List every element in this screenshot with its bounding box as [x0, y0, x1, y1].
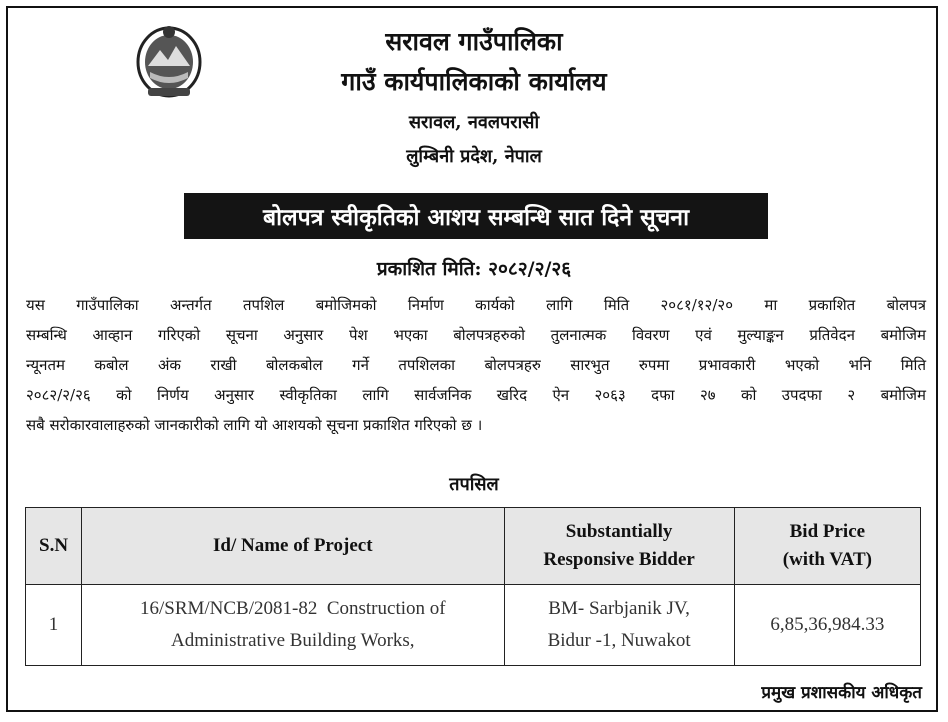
- province-country: लुम्बिनी प्रदेश, नेपाल: [406, 146, 542, 167]
- cell-bidder-line1: BM- Sarbjanik JV,: [548, 598, 690, 619]
- bid-table: [25, 507, 921, 666]
- header-price-line1: Bid Price: [789, 521, 866, 542]
- header-price-line2: (with VAT): [782, 549, 872, 570]
- cell-bidder-line2: Bidur -1, Nuwakot: [547, 630, 691, 651]
- notice-title-banner: बोलपत्र स्वीकृतिको आशय सम्बन्धि सात दिने सूचना: [184, 193, 768, 239]
- cell-sn: 1: [26, 585, 82, 666]
- body-line: सम्बन्धि आव्हान गरिएको सूचना अनुसार पेश भएका बोलपत्रहरुको तुलनात्मक विवरण एवं मुल्याङ्कन प्रतिवेदन बमोजिम: [26, 326, 926, 344]
- municipality-name: सरावल गाउँपालिका: [385, 27, 563, 56]
- published-date: प्रकाशित मिति: २०८२/२/२६: [376, 258, 572, 280]
- signature-title: प्रमुख प्रशासकीय अधिकृत: [761, 683, 922, 703]
- cell-project: [82, 585, 504, 666]
- header-bidder: [504, 508, 734, 585]
- header-sn: S.N: [26, 508, 82, 585]
- table-row: [26, 585, 921, 666]
- body-line: न्यूनतम कबोल अंक राखी बोलकबोल गर्ने तपशिलका बोलपत्रहरु सारभुत रुपमा प्रभावकारी भएको भनि मिति: [26, 356, 926, 374]
- cell-price: 6,85,36,984.33: [734, 585, 920, 666]
- header-bidder-line2: Responsive Bidder: [543, 549, 695, 570]
- header-bidder-line1: Substantially: [565, 521, 673, 542]
- body-line: यस गाउँपालिका अन्तर्गत तपशिल बमोजिमको निर्माण कार्यको लागि मिति २०८१/१२/२० मा प्रकाशित बोलपत्र: [26, 296, 926, 314]
- office-name: गाउँ कार्यपालिकाको कार्यालय: [341, 67, 607, 96]
- office-location: सरावल, नवलपरासी: [408, 112, 540, 133]
- cell-project-line2: Administrative Building Works,: [171, 630, 415, 651]
- header-price: [734, 508, 920, 585]
- body-line: २०८२/२/२६ को निर्णय अनुसार स्वीकृतिका लागि सार्वजनिक खरिद ऐन २०६३ दफा २७ को उपदफा २ बमोजिम: [26, 386, 926, 404]
- body-line: सबै सरोकारवालाहरुको जानकारीको लागि यो आशयको सूचना प्रकाशित गरिएको छ ।: [26, 416, 483, 434]
- notice-body: [26, 290, 926, 440]
- table-header-row: [26, 508, 921, 585]
- cell-project-line1: 16/SRM/NCB/2081-82 Construction of: [139, 598, 446, 619]
- details-heading: तपसिल: [449, 474, 499, 495]
- header-project: Id/ Name of Project: [82, 508, 504, 585]
- cell-bidder: [504, 585, 734, 666]
